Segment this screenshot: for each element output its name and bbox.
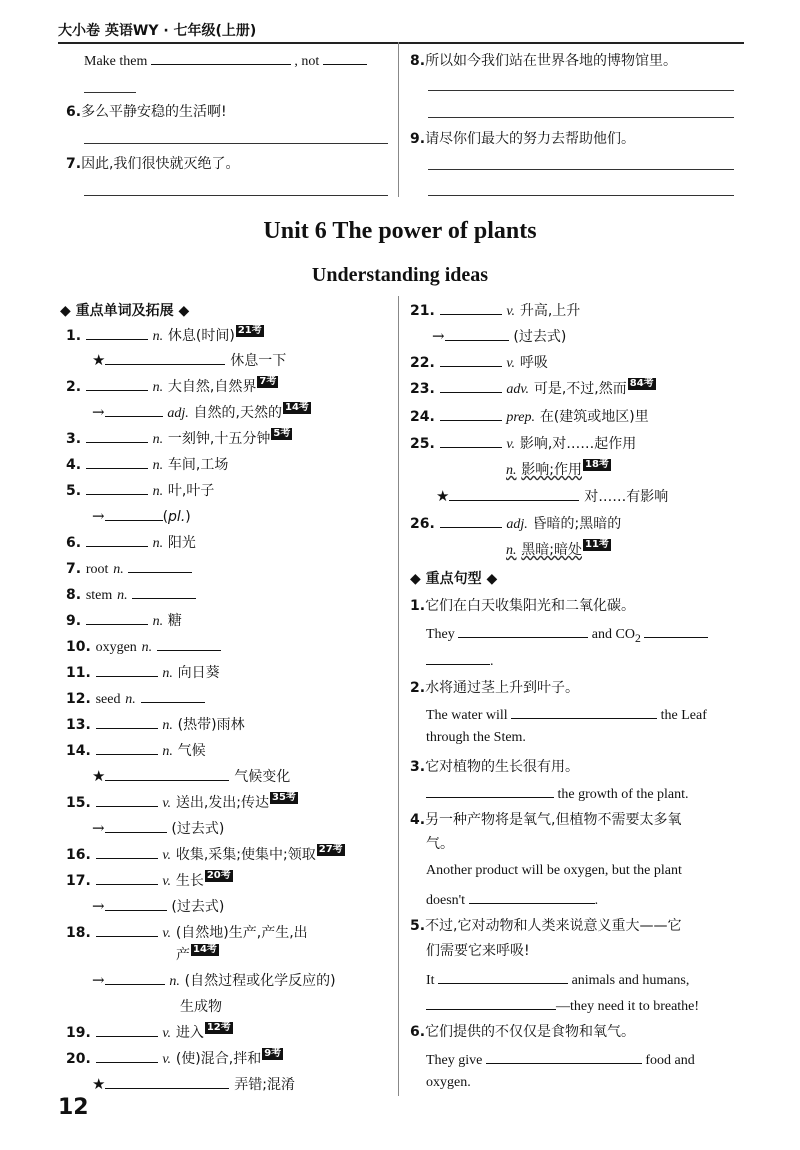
vocab-item-23: 23. adv. 可是,不过,然而 84考: [410, 378, 654, 397]
unit-title: Unit 6 The power of plants: [263, 218, 537, 244]
sentence-1: 1.它们在白天收集阳光和二氧化碳。: [410, 598, 636, 614]
vocab-item-18-cont: 产 14考: [176, 944, 217, 963]
vocab-item-26-noun: n. 黑暗;暗处 11考: [506, 539, 609, 558]
header-rule: [58, 42, 744, 44]
answer-line[interactable]: [84, 92, 136, 93]
vocab-derivative: → n. (自然过程或化学反应的): [92, 971, 336, 989]
column-divider-top: [398, 42, 399, 197]
sentence-4-cont: 气。: [426, 836, 454, 852]
vocab-item-26: 26. adj. 昏暗的;黑暗的: [410, 513, 621, 533]
item-8: 8.所以如今我们站在世界各地的博物馆里。: [410, 53, 678, 69]
vocab-item-17: 17. v. 生长 20考: [66, 870, 231, 889]
vocab-item-21: 21. v. 升高,上升: [410, 300, 580, 320]
sentence-3-en: the growth of the plant.: [426, 783, 689, 803]
vocab-derivative: → adj. 自然的,天然的 14考: [92, 402, 309, 421]
vocab-item-14: 14. n. 气候: [66, 740, 206, 760]
vocab-phrase: ★ 休息一下: [92, 351, 287, 369]
vocab-item-20: 20. v. (使)混合,拌和 9考: [66, 1048, 282, 1067]
answer-line[interactable]: [428, 117, 734, 118]
item-7: 7.因此,我们很快就灭绝了。: [66, 156, 240, 172]
answer-line[interactable]: [84, 195, 388, 196]
vocab-item-1: 1. n. 休息(时间) 21考: [66, 325, 262, 344]
vocab-item-10: 10. oxygen n.: [66, 636, 221, 656]
vocab-item-25-noun: n. 影响;作用 18考: [506, 459, 609, 478]
sentence-5-cont: 们需要它来呼吸!: [426, 943, 530, 959]
sentence-1-en-cont: .: [426, 650, 494, 670]
vocab-phrase: ★ 气候变化: [92, 767, 291, 785]
sentence-2: 2.水将通过茎上升到叶子。: [410, 680, 580, 696]
vocab-phrase: ★ 弄错;混淆: [92, 1075, 295, 1093]
vocab-item-16: 16. v. 收集,采集;使集中;领取 27考: [66, 844, 343, 863]
vocab-item-24: 24. prep. 在(建筑或地区)里: [410, 406, 649, 426]
vocab-item-8: 8. stem n.: [66, 584, 196, 604]
vocab-item-15: 15. v. 送出,发出;传达 35考: [66, 792, 296, 811]
vocab-phrase: ★ 对……有影响: [436, 487, 669, 505]
vocab-item-22: 22. v. 呼吸: [410, 352, 548, 372]
sentence-4: 4.另一种产物将是氧气,但植物不需要太多氧: [410, 812, 682, 828]
vocab-item-5: 5. n. 叶,叶子: [66, 480, 214, 500]
vocab-item-11: 11. n. 向日葵: [66, 662, 220, 682]
sentence-heading: ◆ 重点句型 ◆: [410, 571, 498, 587]
sentence-4-en: Another product will be oxygen, but the plant: [426, 863, 682, 878]
vocab-item-25: 25. v. 影响,对……起作用: [410, 433, 636, 453]
vocab-item-9: 9. n. 糖: [66, 610, 182, 630]
blank[interactable]: [151, 50, 291, 65]
page-number: 12: [58, 1095, 89, 1120]
answer-line[interactable]: [428, 195, 734, 196]
make-line: Make them , not: [84, 50, 367, 70]
sentence-2-en: The water will the Leaf: [426, 704, 707, 724]
vocab-item-18: 18. v. (自然地)生产,产生,出: [66, 922, 308, 942]
section-title: Understanding ideas: [311, 264, 489, 286]
sentence-5-en-cont: —they need it to breathe!: [426, 995, 699, 1015]
vocab-derivative-cont: 生成物: [180, 999, 222, 1015]
sentence-4-en-cont: doesn't .: [426, 889, 598, 909]
vocab-derivative: → (过去式): [92, 819, 225, 837]
sentence-3: 3.它对植物的生长很有用。: [410, 759, 580, 775]
vocab-derivative: → (pl.): [92, 507, 191, 525]
vocab-item-13: 13. n. (热带)雨林: [66, 714, 245, 734]
item-9: 9.请尽你们最大的努力去帮助他们。: [410, 131, 636, 147]
sentence-5: 5.不过,它对动物和人类来说意义重大——它: [410, 918, 682, 934]
vocab-item-2: 2. n. 大自然,自然界 7考: [66, 376, 277, 395]
sentence-6: 6.它们提供的不仅仅是食物和氧气。: [410, 1024, 636, 1040]
header-title: 大小卷 英语WY · 七年级(上册): [58, 23, 257, 39]
vocab-item-7: 7. root n.: [66, 558, 192, 578]
column-divider: [398, 296, 399, 1096]
answer-line[interactable]: [428, 90, 734, 91]
vocab-item-4: 4. n. 车间,工场: [66, 454, 228, 474]
vocab-heading: ◆ 重点单词及拓展 ◆: [60, 303, 190, 319]
sentence-2-en-cont: through the Stem.: [426, 730, 526, 745]
vocab-derivative: → (过去式): [432, 327, 567, 345]
vocab-item-12: 12. seed n.: [66, 688, 205, 708]
item-6: 6.多么平静安稳的生活啊!: [66, 104, 227, 120]
sentence-1-en: They and $CO_2$: [426, 623, 708, 645]
vocab-item-19: 19. v. 进入 12考: [66, 1022, 231, 1041]
sentence-5-en: It animals and humans,: [426, 969, 689, 989]
answer-line[interactable]: [428, 169, 734, 170]
sentence-6-en: They give food and: [426, 1049, 695, 1069]
vocab-item-3: 3. n. 一刻钟,十五分钟 5考: [66, 428, 291, 447]
answer-line[interactable]: [84, 143, 388, 144]
sentence-6-en-cont: oxygen.: [426, 1075, 471, 1090]
vocab-derivative: → (过去式): [92, 897, 225, 915]
blank[interactable]: [323, 50, 367, 65]
vocab-item-6: 6. n. 阳光: [66, 532, 196, 552]
